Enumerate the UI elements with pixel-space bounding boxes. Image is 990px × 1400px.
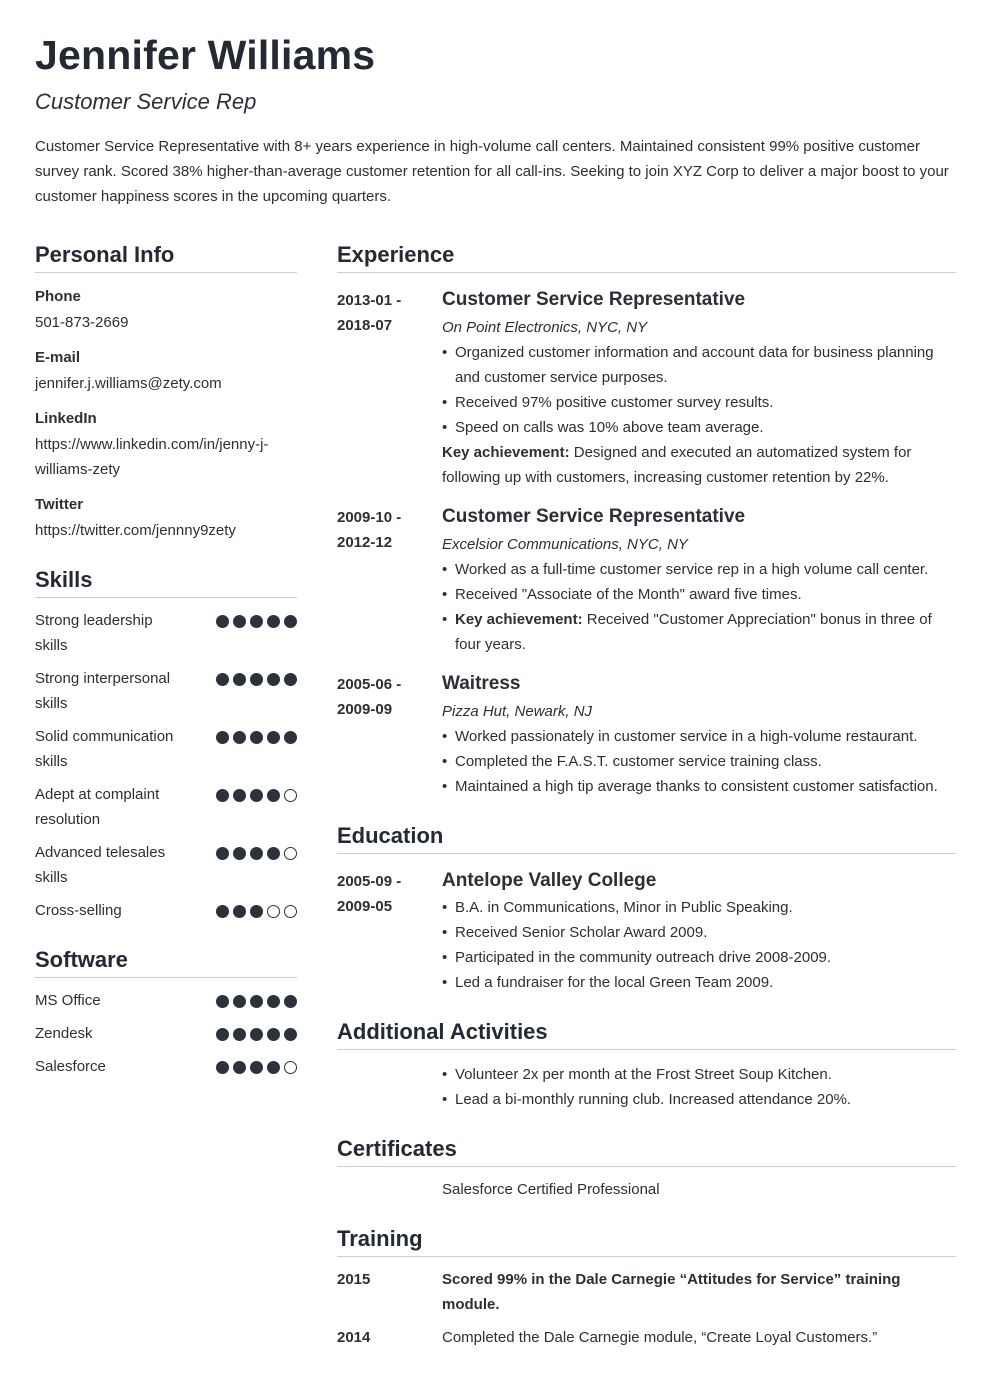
email-label: E-mail xyxy=(35,349,81,366)
rating-dot-filled xyxy=(233,847,246,860)
rating-dot-filled xyxy=(250,847,263,860)
rating-dot-filled xyxy=(284,731,297,744)
rating-dot-filled xyxy=(267,789,280,802)
rating-dot-filled xyxy=(284,673,297,686)
bullet-item: • Completed the F.A.S.T. customer service training class. xyxy=(442,749,956,774)
training-entry xyxy=(337,1325,956,1350)
key-achievement-text: Designed and executed an automatized system for following up with customers, increasing customer retention by 22%. xyxy=(442,444,912,486)
entry-body xyxy=(442,672,956,799)
experience-entry xyxy=(337,505,956,657)
software-heading: Software xyxy=(35,945,297,978)
key-achievement-text: Received "Customer Appreciation" bonus in three of four years. xyxy=(455,611,932,653)
bullet-item: • Worked as a full-time customer service rep in a high volume call center. xyxy=(442,557,956,582)
date-start: 2009-10 - xyxy=(337,509,402,526)
bullet-list xyxy=(442,724,956,799)
software-name: Zendesk xyxy=(35,1025,93,1042)
rating-dot-empty xyxy=(284,1061,297,1074)
rating-dot-filled xyxy=(284,1028,297,1041)
rating-dot-filled xyxy=(250,673,263,686)
rating-dot-empty xyxy=(284,789,297,802)
experience-heading: Experience xyxy=(337,240,956,273)
key-achievement-label: Key achievement: xyxy=(442,444,570,461)
resume-page xyxy=(35,30,956,1346)
rating-dot-filled xyxy=(267,995,280,1008)
right-column xyxy=(337,240,956,1350)
twitter-value[interactable]: https://twitter.com/jennny9zety xyxy=(35,522,236,539)
date-end: 2009-09 xyxy=(337,701,393,718)
experience-entry xyxy=(337,672,956,799)
bullet-item: • Led a fundraiser for the local Green Team 2009. xyxy=(442,970,956,995)
rating-dot-filled xyxy=(216,615,229,628)
software-row xyxy=(35,1021,297,1046)
rating-dot-filled xyxy=(267,673,280,686)
rating-dot-filled xyxy=(216,847,229,860)
bullet-item: • Speed on calls was 10% above team average. xyxy=(442,415,956,440)
skill-rating xyxy=(216,782,297,802)
job-position: Customer Service Representative xyxy=(442,506,746,527)
rating-dot-filled xyxy=(216,731,229,744)
rating-dot-filled xyxy=(267,1028,280,1041)
skill-row xyxy=(35,782,297,832)
bullet-item: • Maintained a high tip average thanks to consistent customer satisfaction. xyxy=(442,774,956,799)
candidate-name: Jennifer Williams xyxy=(35,32,376,78)
job-position: Customer Service Representative xyxy=(442,289,746,310)
bullet-item: • Received Senior Scholar Award 2009. xyxy=(442,920,956,945)
skill-rating xyxy=(216,898,297,918)
skill-rating xyxy=(216,840,297,860)
skill-rating xyxy=(216,724,297,744)
bullet-item xyxy=(442,607,956,657)
rating-dot-empty xyxy=(284,847,297,860)
job-title: Customer Service Rep xyxy=(35,89,257,114)
phone-label: Phone xyxy=(35,288,81,305)
date-start: 2013-01 - xyxy=(337,292,402,309)
skill-name: Strong interpersonal skills xyxy=(35,670,171,712)
rating-dot-filled xyxy=(250,995,263,1008)
date-end: 2009-05 xyxy=(337,898,393,915)
rating-dot-filled xyxy=(267,847,280,860)
activities-heading: Additional Activities xyxy=(337,1017,956,1050)
training-year: 2015 xyxy=(337,1271,371,1288)
training-entry xyxy=(337,1267,956,1317)
rating-dot-filled xyxy=(250,615,263,628)
rating-dot-filled xyxy=(233,1061,246,1074)
rating-dot-filled xyxy=(216,1028,229,1041)
date-start: 2005-06 - xyxy=(337,676,402,693)
bullet-item: • Received "Associate of the Month" award five times. xyxy=(442,582,956,607)
skill-name: Strong leadership skills xyxy=(35,612,153,654)
education-entry xyxy=(337,869,956,995)
email-value[interactable]: jennifer.j.williams@zety.com xyxy=(35,375,222,392)
skills-heading: Skills xyxy=(35,565,297,598)
skill-name: Adept at complaint resolution xyxy=(35,786,160,828)
rating-dot-filled xyxy=(284,995,297,1008)
skill-row xyxy=(35,840,297,890)
key-achievement-label: Key achievement: xyxy=(455,611,583,628)
school-name: Antelope Valley College xyxy=(442,870,657,891)
bullet-item: • Organized customer information and account data for business planning and customer service purposes. xyxy=(442,340,956,390)
entry-date xyxy=(337,505,442,657)
bullet-item: • B.A. in Communications, Minor in Public Speaking. xyxy=(442,895,956,920)
skill-row xyxy=(35,666,297,716)
twitter-label: Twitter xyxy=(35,496,84,513)
bullet-item: • Participated in the community outreach drive 2008-2009. xyxy=(442,945,956,970)
bullet-list xyxy=(442,557,956,657)
rating-dot-filled xyxy=(233,731,246,744)
key-achievement xyxy=(442,440,956,490)
rating-dot-filled xyxy=(216,995,229,1008)
summary: Customer Service Representative with 8+ years experience in high-volume call centers. Maintained consistent 99% positive customer survey rank. Scored 38% higher-than-average customer retention for all call-ins. Seeking to join XYZ Corp to deliver a major boost to your customer happiness scores in the upcoming quarters. xyxy=(35,138,949,205)
training-text: Completed the Dale Carnegie module, “Create Loyal Customers.” xyxy=(442,1329,878,1346)
rating-dot-filled xyxy=(250,1028,263,1041)
rating-dot-filled xyxy=(250,905,263,918)
software-name: MS Office xyxy=(35,992,101,1009)
certificates-heading: Certificates xyxy=(337,1134,956,1167)
rating-dot-filled xyxy=(267,1061,280,1074)
rating-dot-filled xyxy=(233,789,246,802)
skill-row xyxy=(35,724,297,774)
education-heading: Education xyxy=(337,821,956,854)
entry-date xyxy=(337,869,442,995)
rating-dot-filled xyxy=(216,789,229,802)
phone-value: 501-873-2669 xyxy=(35,314,129,331)
skill-rating xyxy=(216,666,297,686)
rating-dot-filled xyxy=(233,995,246,1008)
software-name: Salesforce xyxy=(35,1058,106,1075)
entry-body xyxy=(442,505,956,657)
job-position: Waitress xyxy=(442,673,521,694)
software-rating xyxy=(216,988,297,1008)
rating-dot-filled xyxy=(233,615,246,628)
entry-body xyxy=(442,288,956,490)
entry-date xyxy=(337,288,442,490)
bullet-list xyxy=(442,340,956,440)
software-row xyxy=(35,988,297,1013)
rating-dot-filled xyxy=(233,1028,246,1041)
personal-info-heading: Personal Info xyxy=(35,240,297,273)
rating-dot-filled xyxy=(233,905,246,918)
training-year: 2014 xyxy=(337,1329,371,1346)
rating-dot-empty xyxy=(284,905,297,918)
certificate-item: Salesforce Certified Professional xyxy=(442,1181,660,1198)
entry-body xyxy=(442,869,956,995)
rating-dot-empty xyxy=(267,905,280,918)
skill-name: Advanced telesales skills xyxy=(35,844,166,886)
date-end: 2012-12 xyxy=(337,534,393,551)
skill-row xyxy=(35,898,297,923)
bullet-item: • Volunteer 2x per month at the Frost Street Soup Kitchen. xyxy=(442,1062,956,1087)
software-row xyxy=(35,1054,297,1079)
rating-dot-filled xyxy=(250,731,263,744)
company: On Point Electronics, NYC, NY xyxy=(442,319,648,336)
company: Pizza Hut, Newark, NJ xyxy=(442,703,593,720)
rating-dot-filled xyxy=(216,1061,229,1074)
date-end: 2018-07 xyxy=(337,317,393,334)
software-rating xyxy=(216,1021,297,1041)
date-start: 2005-09 - xyxy=(337,873,402,890)
rating-dot-filled xyxy=(250,789,263,802)
rating-dot-filled xyxy=(250,1061,263,1074)
skill-rating xyxy=(216,608,297,628)
activities-list xyxy=(442,1062,956,1112)
skill-name: Cross-selling xyxy=(35,902,122,919)
bullet-item: • Lead a bi-monthly running club. Increased attendance 20%. xyxy=(442,1087,956,1112)
rating-dot-filled xyxy=(267,731,280,744)
skill-row xyxy=(35,608,297,658)
rating-dot-filled xyxy=(284,615,297,628)
rating-dot-filled xyxy=(216,905,229,918)
software-list xyxy=(35,988,297,1079)
skill-name: Solid communication skills xyxy=(35,728,174,770)
linkedin-value[interactable]: https://www.linkedin.com/in/jenny-j-williams-zety xyxy=(35,436,269,478)
entry-date xyxy=(337,672,442,799)
bullet-item: • Worked passionately in customer service in a high-volume restaurant. xyxy=(442,724,956,749)
training-text: Scored 99% in the Dale Carnegie “Attitudes for Service” training module. xyxy=(442,1271,901,1313)
software-rating xyxy=(216,1054,297,1074)
training-heading: Training xyxy=(337,1224,956,1257)
company: Excelsior Communications, NYC, NY xyxy=(442,536,688,553)
skills-list xyxy=(35,608,297,923)
bullet-list xyxy=(442,895,956,995)
rating-dot-filled xyxy=(216,673,229,686)
experience-entry xyxy=(337,288,956,490)
left-column xyxy=(35,240,297,1087)
rating-dot-filled xyxy=(267,615,280,628)
bullet-item: • Received 97% positive customer survey results. xyxy=(442,390,956,415)
rating-dot-filled xyxy=(233,673,246,686)
linkedin-label: LinkedIn xyxy=(35,410,97,427)
